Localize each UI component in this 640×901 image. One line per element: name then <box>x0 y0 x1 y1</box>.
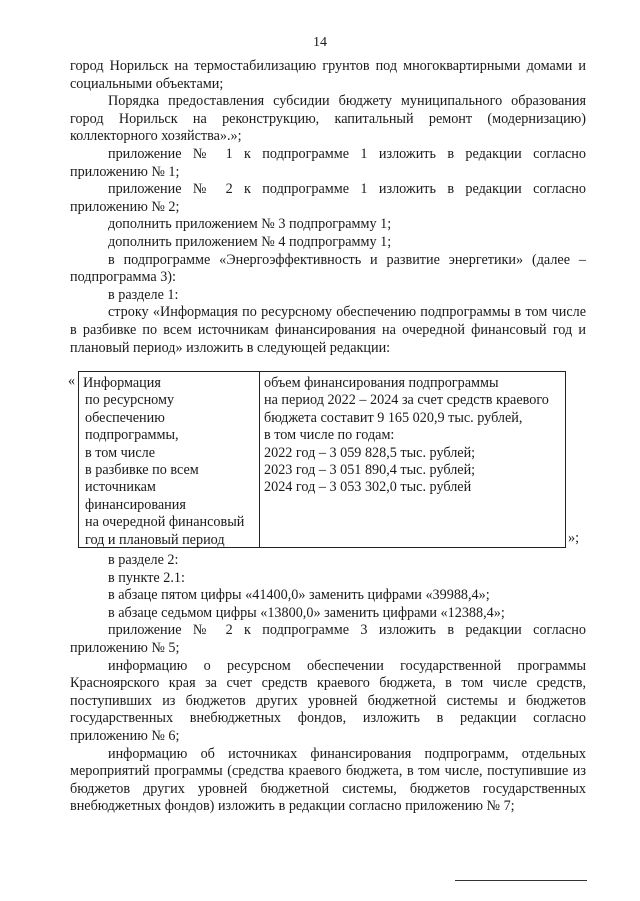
table-line: в том числе по годам: <box>264 427 395 444</box>
table-line: по ресурсному <box>85 392 175 409</box>
footer-signature-line <box>455 880 587 881</box>
paragraph: дополнить приложением № 4 подпрограмму 1; <box>108 233 392 250</box>
table-line: в разбивке по всем <box>85 462 199 479</box>
paragraph: дополнить приложением № 3 подпрограмму 1; <box>108 216 392 233</box>
paragraph: в пункте 2.1: <box>108 569 185 586</box>
paragraph: в подпрограмме «Энергоэффективность и развитие энергетики» (далее – подпрограмма 3): <box>70 251 586 286</box>
table-line: бюджета составит 9 165 020,9 тыс. рублей, <box>264 409 523 426</box>
paragraph: строку «Информация по ресурсному обеспечению подпрограммы в том числе в разбивке по всем источникам финансирования на очередной финансовый год и плановый период» изложить в следующей редакции: <box>70 304 586 356</box>
table-left-cell <box>79 372 260 547</box>
table-right-cell <box>260 372 565 547</box>
table-line: 2023 год – 3 051 890,4 тыс. рублей; <box>264 462 476 479</box>
table-line: 2024 год – 3 053 302,0 тыс. рублей <box>264 479 472 496</box>
paragraph: информацию о ресурсном обеспечении государственной программы Красноярского края за счет средств краевого бюджета, в том числе средств, поступивших из бюджетов других уровней бюджетной системы и бюджетов государственных внебюджетных фондов, изложить в редакции согласно приложению № 6; <box>70 657 586 744</box>
paragraph: приложение № 2 к подпрограмме 3 изложить в редакции согласно приложению № 5; <box>70 622 586 656</box>
table-line: обеспечению <box>85 409 165 426</box>
table-line: источникам <box>85 479 156 496</box>
paragraph: приложение № 2 к подпрограмме 1 изложить в редакции согласно приложению № 2; <box>70 181 586 215</box>
body-text-bottom <box>70 552 586 816</box>
paragraph: город Норильск на термостабилизацию грунтов под многоквартирными домами и социальными объектами; <box>70 58 586 92</box>
table-line: Информация <box>83 375 161 391</box>
table-close-quote: »; <box>568 530 580 546</box>
table-line: в том числе <box>85 444 156 461</box>
paragraph: в абзаце пятом цифры «41400,0» заменить цифрами «39988,4»; <box>108 587 490 604</box>
paragraph: в абзаце седьмом цифры «13800,0» заменить цифрами «12388,4»; <box>108 604 505 621</box>
table-line: на период 2022 – 2024 за счет средств краевого <box>264 392 549 409</box>
table-line: 2022 год – 3 059 828,5 тыс. рублей; <box>264 444 476 461</box>
paragraph: в разделе 1: <box>108 286 179 303</box>
paragraph: Порядка предоставления субсидии бюджету муниципального образования город Норильск на реконструкцию, капитальный ремонт (модернизацию) коллекторного хозяйства».»; <box>70 93 586 145</box>
paragraph: в разделе 2: <box>108 552 179 568</box>
table-line: на очередной финансовый <box>85 514 245 531</box>
paragraph: приложение № 1 к подпрограмме 1 изложить в редакции согласно приложению № 1; <box>70 145 586 180</box>
table-line: финансирования <box>85 496 186 513</box>
body-text-top <box>70 58 586 357</box>
table-line: объем финансирования подпрограммы <box>264 375 499 391</box>
paragraph: информацию об источниках финансирования подпрограмм, отдельных мероприятий программы (средства краевого бюджета, в том числе, поступившие из бюджетов других уровней бюджетной системы, бюджетов государственных внебюджетных фондов) изложить в редакции согласно приложению № 7; <box>70 745 586 815</box>
table-open-quote: « <box>68 373 76 389</box>
table-line: подпрограммы, <box>85 427 179 444</box>
resource-info-table <box>78 371 566 548</box>
table-line: год и плановый период <box>85 531 225 548</box>
page-number: 14 <box>313 35 327 50</box>
